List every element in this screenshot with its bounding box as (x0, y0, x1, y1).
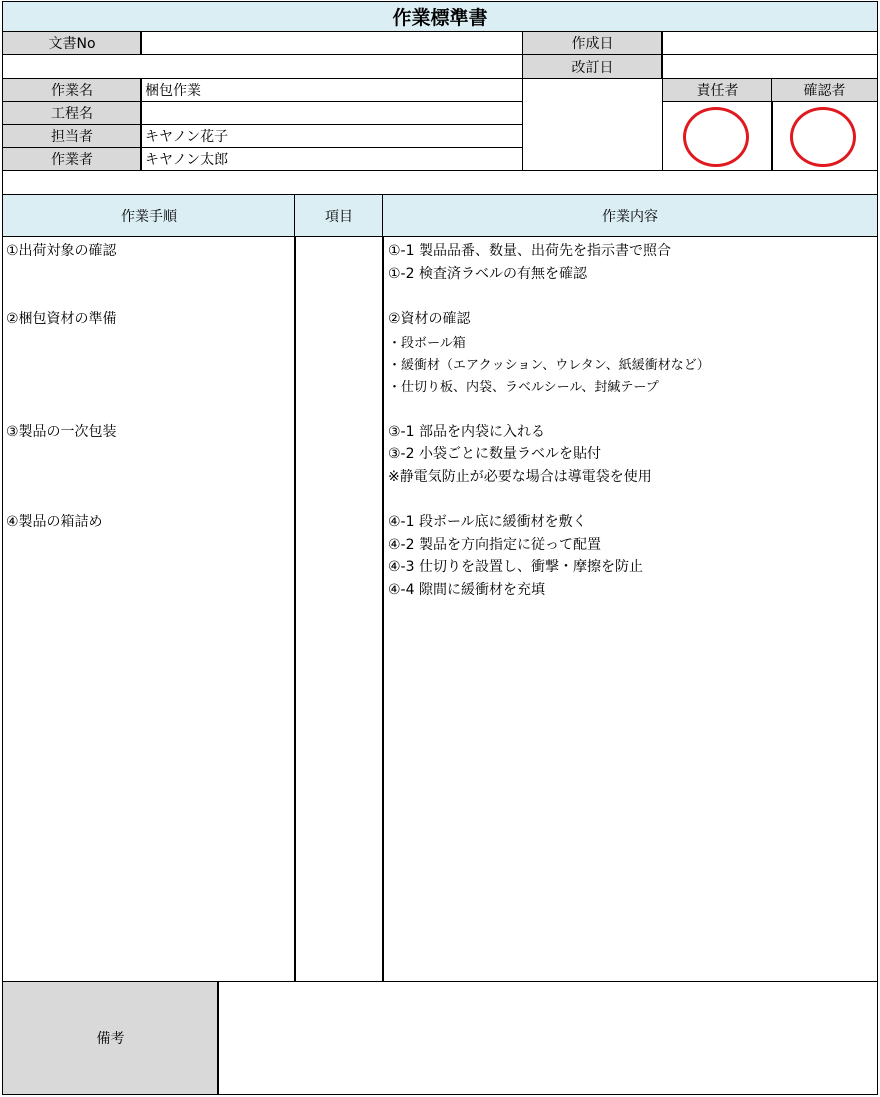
responsible-stamp-icon (683, 107, 749, 167)
created-date-field[interactable] (661, 31, 878, 55)
revised-date-field[interactable] (661, 54, 878, 79)
worker-label: 作業者 (2, 147, 142, 171)
content-line: ②資材の確認 (388, 311, 471, 327)
responsible-label: 責任者 (662, 78, 773, 102)
content-line: ④-2 製品を方向指定に従って配置 (388, 537, 601, 553)
step-2: ②梱包資材の準備 (6, 311, 117, 327)
work-name-label: 作業名 (2, 78, 142, 102)
manager-field[interactable]: キヤノン花子 (140, 124, 523, 148)
page-title: 作業標準書 (2, 1, 878, 32)
remarks-label: 備考 (2, 981, 219, 1095)
spacer-row (2, 170, 878, 195)
col-header-content: 作業内容 (382, 194, 878, 237)
doc-no-field[interactable] (140, 31, 524, 55)
step-4: ④製品の箱詰め (6, 514, 103, 530)
revised-date-label: 改訂日 (522, 54, 663, 79)
content-line: ③-2 小袋ごとに数量ラベルを貼付 (388, 446, 601, 462)
content-line: ④-1 段ボール底に緩衝材を敷く (388, 514, 587, 530)
step-3: ③製品の一次包装 (6, 424, 117, 440)
checker-stamp-icon (790, 107, 856, 167)
content-line: ・緩衝材（エアクッション、ウレタン、紙緩衝材など） (388, 358, 710, 373)
checker-label: 確認者 (771, 78, 878, 102)
responsible-stamp-box[interactable] (662, 101, 773, 171)
remarks-field[interactable] (217, 981, 878, 1095)
content-line: ④-4 隙間に緩衝材を充填 (388, 582, 545, 598)
content-line: ①-1 製品品番、数量、出荷先を指示書で照合 (388, 243, 671, 259)
doc-no-label: 文書No (2, 31, 142, 55)
process-name-label: 工程名 (2, 101, 142, 125)
work-name-field[interactable]: 梱包作業 (140, 78, 523, 102)
process-name-field[interactable] (140, 101, 523, 125)
content-column (382, 236, 878, 982)
created-date-label: 作成日 (522, 31, 663, 55)
steps-column (2, 236, 296, 982)
col-header-steps: 作業手順 (2, 194, 296, 237)
col-header-item: 項目 (294, 194, 384, 237)
manager-label: 担当者 (2, 124, 142, 148)
item-column (294, 236, 384, 982)
blank-row (2, 54, 524, 79)
content-line: ③-1 部品を内袋に入れる (388, 424, 545, 440)
content-line: ①-2 検査済ラベルの有無を確認 (388, 266, 587, 282)
step-1: ①出荷対象の確認 (6, 243, 117, 259)
content-line: ・段ボール箱 (388, 336, 466, 351)
content-line: ※静電気防止が必要な場合は導電袋を使用 (388, 469, 652, 485)
content-line: ・仕切り板、内袋、ラベルシール、封緘テープ (388, 380, 659, 395)
checker-stamp-box[interactable] (771, 101, 878, 171)
content-line: ④-3 仕切りを設置し、衝撃・摩擦を防止 (388, 559, 643, 575)
worker-field[interactable]: キヤノン太郎 (140, 147, 523, 171)
